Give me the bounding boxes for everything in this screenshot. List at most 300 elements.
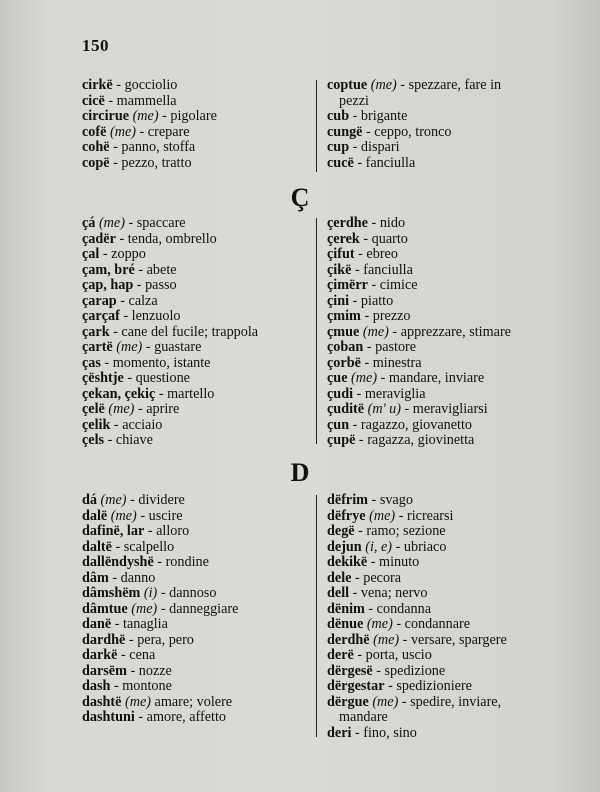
column-divider (316, 495, 317, 737)
headword: çá (82, 215, 96, 231)
definition: scalpello (123, 538, 175, 555)
dictionary-entry (327, 679, 555, 695)
definition: cane del fucile; trappola (121, 323, 259, 340)
headword: çun (327, 416, 350, 433)
definition: pecora (363, 569, 402, 586)
headword: dënim (327, 600, 365, 617)
dictionary-entry (327, 247, 555, 263)
headword: dafinë, lar (82, 523, 145, 539)
definition: nozze (138, 662, 172, 679)
grammar-note: (me) (369, 507, 396, 524)
separator: - (360, 308, 373, 324)
dictionary-entry (82, 664, 310, 680)
headword: coptue (327, 77, 368, 93)
definition: ragazzo, giovanetto (360, 416, 472, 433)
definition: dispari (360, 139, 400, 155)
headword: dërgesë (327, 662, 373, 679)
headword: çartë (82, 339, 113, 355)
definition: montone (122, 678, 172, 694)
separator: - (157, 600, 170, 617)
dictionary-entry (82, 371, 310, 387)
grammar-note: (me) (124, 693, 151, 710)
definition: amore, affetto (146, 709, 226, 725)
separator: - (377, 370, 389, 386)
headword: çadër (82, 230, 116, 247)
separator: - (136, 507, 149, 524)
headword: dashtuni (82, 709, 135, 725)
definition: pigolare (170, 108, 217, 124)
definition: guastare (154, 339, 202, 355)
dictionary-entry (82, 156, 310, 172)
definition: ramo; sezione (366, 523, 446, 539)
dictionary-entry (82, 387, 310, 403)
headword: çorbë (327, 354, 361, 371)
separator: - (99, 246, 112, 262)
headword: çelik (82, 416, 111, 433)
separator: - (117, 647, 130, 663)
definition: calza (128, 292, 158, 309)
grammar-note: (me) (110, 507, 137, 524)
dictionary-entry (82, 263, 310, 279)
separator: - (351, 261, 364, 278)
separator: - (133, 277, 146, 293)
headword: çue (327, 370, 348, 386)
headword: dá (82, 492, 97, 508)
grammar-note: (me) (362, 323, 389, 340)
dictionary-entry (327, 571, 555, 587)
headword: çini (327, 292, 350, 309)
left-column (82, 493, 310, 726)
definition: tanaglia (123, 616, 168, 632)
dictionary-entry (327, 309, 555, 325)
definition: pezzo, tratto (121, 154, 192, 171)
headword: derdhë (327, 631, 370, 648)
definition: crepare (147, 123, 190, 140)
left-column (82, 216, 310, 449)
dictionary-entry (327, 125, 555, 141)
separator: - (363, 339, 376, 355)
dictionary-entry (82, 356, 310, 372)
headword: dëfrye (327, 507, 366, 524)
definition: dannoso (169, 585, 217, 601)
dictionary-entry (327, 524, 555, 540)
dictionary-entry (327, 78, 555, 109)
definition: spedire, inviare, (410, 693, 502, 710)
separator: - (351, 569, 364, 586)
definition: porta, uscio (365, 647, 432, 663)
separator: - (392, 616, 405, 632)
headword: çam, bré (82, 261, 135, 278)
dictionary-entry (82, 402, 310, 418)
dictionary-entry (82, 571, 310, 587)
dictionary-entry (327, 418, 555, 434)
separator: - (126, 662, 139, 679)
right-column (327, 493, 555, 741)
separator: - (395, 507, 407, 524)
definition: ubriaco (403, 538, 447, 555)
separator: - (388, 323, 401, 340)
definition: ragazza, giovinetta (367, 432, 475, 448)
headword: cofë (82, 123, 107, 140)
definition: fanciulla (365, 154, 416, 171)
dictionary-entry (82, 294, 310, 310)
dictionary-entry (82, 278, 310, 294)
definition: condannare (404, 616, 471, 632)
headword: cungë (327, 123, 363, 140)
dictionary-entry (327, 726, 555, 742)
headword: cohë (82, 139, 110, 155)
dictionary-entry (327, 493, 555, 509)
separator: - (155, 385, 168, 402)
grammar-note: (me) (131, 600, 158, 617)
separator: - (367, 277, 380, 293)
dictionary-entry (327, 263, 555, 279)
definition: meravigliarsi (412, 401, 488, 417)
headword: cub (327, 108, 350, 124)
separator: - (123, 370, 136, 386)
dictionary-entry (327, 340, 555, 356)
dictionary-entry (327, 156, 555, 172)
dictionary-entry (82, 309, 310, 325)
definition-continuation: mandare (339, 709, 388, 725)
definition: cimice (379, 277, 418, 293)
separator: - (110, 416, 123, 433)
separator: - (144, 523, 157, 539)
separator: - (349, 585, 361, 601)
separator: - (153, 554, 166, 570)
separator: - (349, 139, 361, 155)
definition: minestra (372, 354, 422, 371)
grammar-note: (me) (108, 401, 135, 417)
headword: cirkë (82, 77, 113, 93)
separator: - (109, 139, 122, 155)
headword: dâmshëm (82, 585, 141, 601)
separator: - (119, 308, 132, 324)
separator: - (362, 123, 375, 140)
definition: amare; volere (154, 693, 233, 710)
definition: quarto (371, 230, 408, 247)
headword: çudi (327, 385, 354, 402)
dictionary-entry (327, 371, 555, 387)
headword: dashtë (82, 693, 122, 710)
headword: çoban (327, 339, 364, 355)
separator: - (157, 585, 170, 601)
headword: çels (82, 432, 105, 448)
dictionary-entry (327, 356, 555, 372)
page-number: 150 (82, 36, 109, 55)
definition: pera, pero (137, 631, 194, 648)
definition: fino, sino (363, 724, 417, 741)
definition: fanciulla (363, 261, 413, 278)
headword: çmue (327, 323, 360, 340)
headword: deri (327, 724, 352, 741)
grammar-note: (me) (98, 215, 125, 231)
headword: çuditë (327, 401, 365, 417)
grammar-note: (i) (143, 585, 158, 601)
dictionary-entry (82, 648, 310, 664)
headword: dâmtue (82, 600, 128, 617)
headword: derë (327, 647, 354, 663)
right-column (327, 216, 555, 449)
dictionary-entry (82, 433, 310, 449)
headword: çap, hap (82, 277, 134, 293)
headword: çupë (327, 432, 356, 448)
dictionary-entry (327, 294, 555, 310)
definition: lenzuolo (131, 308, 181, 324)
separator: - (355, 432, 368, 448)
headword: dell (327, 585, 350, 601)
separator: - (353, 647, 366, 663)
definition: spedizione (384, 662, 446, 679)
separator: - (398, 693, 411, 710)
headword: dënue (327, 616, 364, 632)
dictionary-entry (327, 555, 555, 571)
definition-continuation: pezzi (339, 92, 369, 109)
definition: gocciolio (124, 77, 178, 93)
separator: - (359, 230, 372, 247)
dictionary-entry (327, 402, 555, 418)
definition: svago (379, 492, 413, 508)
separator: - (134, 709, 147, 725)
headword: dëfrim (327, 492, 368, 508)
separator: - (135, 123, 148, 140)
separator: - (158, 108, 171, 124)
dictionary-entry (82, 247, 310, 263)
definition: tenda, ombrello (127, 230, 217, 247)
separator: - (126, 492, 139, 508)
dictionary-entry (82, 540, 310, 556)
separator: - (134, 261, 147, 278)
definition: rondine (165, 554, 209, 570)
dictionary-entry (82, 633, 310, 649)
definition: dividere (138, 492, 185, 508)
separator: - (367, 492, 380, 508)
definition: zoppo (111, 246, 146, 262)
separator: - (100, 354, 113, 371)
dictionary-entry (82, 340, 310, 356)
definition: cena (129, 647, 156, 663)
grammar-note: (me) (366, 616, 393, 632)
dictionary-entry (327, 633, 555, 649)
dictionary-entry (82, 524, 310, 540)
separator: - (399, 631, 411, 648)
grammar-note: (me) (372, 693, 399, 710)
grammar-note: (m' u) (367, 401, 401, 417)
definition: uscire (148, 507, 183, 524)
separator: - (367, 215, 380, 231)
dictionary-entry (82, 418, 310, 434)
separator: - (349, 416, 361, 433)
headword: dekikë (327, 554, 368, 570)
separator: - (367, 554, 380, 570)
definition: momento, istante (112, 354, 211, 371)
definition: ricrearsi (406, 507, 454, 524)
headword: çifut (327, 246, 355, 262)
dictionary-entry (82, 695, 310, 711)
grammar-note: (me) (132, 108, 159, 124)
definition: pastore (375, 339, 417, 355)
section-letter-d: D (290, 458, 310, 487)
definition: abete (146, 261, 177, 278)
dictionary-entry (82, 125, 310, 141)
column-divider (316, 80, 317, 172)
separator: - (104, 92, 117, 109)
dictionary-entry (82, 679, 310, 695)
grammar-note: (me) (351, 370, 378, 386)
left-column (82, 78, 310, 171)
separator: - (134, 401, 147, 417)
headword: copë (82, 154, 110, 171)
headword: çimërr (327, 277, 368, 293)
definition: aprire (146, 401, 180, 417)
separator: - (400, 401, 413, 417)
definition: mammella (116, 92, 177, 109)
definition: acciaio (122, 416, 163, 433)
dictionary-entry (82, 586, 310, 602)
headword: cicë (82, 92, 105, 109)
definition: nido (379, 215, 406, 231)
separator: - (364, 600, 377, 617)
definition: spedizioniere (396, 678, 472, 694)
headword: ças (82, 354, 101, 371)
dictionary-entry (82, 602, 310, 618)
dictionary-entry (82, 509, 310, 525)
grammar-note: (me) (109, 123, 136, 140)
dictionary-entry (327, 232, 555, 248)
headword: danë (82, 616, 112, 632)
definition: piatto (360, 292, 394, 309)
separator: - (396, 77, 409, 93)
dictionary-entry (327, 433, 555, 449)
definition: brigante (360, 108, 408, 124)
dictionary-entry (82, 216, 310, 232)
separator: - (392, 538, 404, 555)
dictionary-entry (327, 695, 555, 726)
dictionary-entry (327, 109, 555, 125)
separator: - (354, 523, 367, 539)
definition: condanna (376, 600, 432, 617)
separator: - (351, 724, 364, 741)
headword: çelë (82, 401, 105, 417)
dictionary-entry (327, 586, 555, 602)
separator: - (116, 292, 129, 309)
separator: - (354, 246, 367, 262)
separator: - (142, 339, 155, 355)
headword: darsëm (82, 662, 127, 679)
dictionary-entry (82, 109, 310, 125)
definition: ebreo (366, 246, 398, 262)
definition: minuto (379, 554, 420, 570)
headword: çarçaf (82, 308, 120, 324)
headword: dash (82, 678, 111, 694)
headword: degë (327, 523, 355, 539)
dictionary-entry (82, 232, 310, 248)
separator: - (349, 108, 361, 124)
dictionary-entry (327, 216, 555, 232)
dictionary-entry (82, 710, 310, 726)
dictionary-entry (82, 94, 310, 110)
right-column (327, 78, 555, 171)
separator: - (384, 678, 397, 694)
headword: çal (82, 246, 100, 262)
headword: çikë (327, 261, 352, 278)
separator: - (111, 538, 124, 555)
definition: apprezzare, stimare (400, 323, 511, 340)
separator: - (360, 354, 373, 371)
grammar-note: (me) (116, 339, 143, 355)
headword: dejun (327, 538, 362, 555)
headword: dâm (82, 569, 109, 586)
definition: versare, spargere (410, 631, 507, 648)
headword: dërgestar (327, 678, 385, 694)
dictionary-entry (82, 78, 310, 94)
dictionary-entry (327, 540, 555, 556)
dictionary-entry (82, 493, 310, 509)
headword: darkë (82, 647, 118, 663)
separator: - (349, 292, 361, 309)
headword: çështje (82, 370, 124, 386)
separator: - (112, 77, 125, 93)
separator: - (124, 215, 137, 231)
dictionary-entry (82, 555, 310, 571)
definition: prezzo (372, 308, 411, 324)
definition: meraviglia (364, 385, 426, 402)
definition: alloro (156, 523, 190, 539)
definition: spaccare (136, 215, 186, 231)
headword: çmim (327, 308, 361, 324)
headword: çekan, çekiç (82, 385, 156, 402)
headword: çerdhe (327, 215, 368, 231)
headword: dërgue (327, 693, 369, 710)
grammar-note: (i, e) (365, 538, 393, 555)
separator: - (111, 616, 123, 632)
dictionary-entry (327, 325, 555, 341)
separator: - (110, 678, 123, 694)
definition: vena; nervo (360, 585, 428, 601)
dictionary-entry (327, 664, 555, 680)
dictionary-entry (327, 140, 555, 156)
headword: daltë (82, 538, 112, 555)
dictionary-entry (327, 617, 555, 633)
headword: dallëndyshë (82, 554, 154, 570)
headword: dalë (82, 507, 108, 524)
separator: - (104, 432, 116, 448)
dictionary-entry (327, 387, 555, 403)
headword: çark (82, 323, 110, 340)
definition: danneggiare (169, 600, 239, 617)
headword: circirue (82, 108, 130, 124)
separator: - (108, 569, 121, 586)
definition: questione (135, 370, 190, 386)
dictionary-entry (327, 278, 555, 294)
dictionary-entry (327, 602, 555, 618)
definition: mandare, inviare (388, 370, 485, 386)
grammar-note: (me) (373, 631, 400, 648)
headword: çerek (327, 230, 360, 247)
dictionary-entry (82, 140, 310, 156)
headword: dardhë (82, 631, 126, 648)
definition: chiave (115, 432, 153, 448)
definition: martello (167, 385, 215, 402)
definition: passo (145, 277, 177, 293)
separator: - (353, 154, 366, 171)
column-divider (316, 218, 317, 444)
headword: çarap (82, 292, 117, 309)
separator: - (353, 385, 365, 402)
section-letter-c-cedilla: Ç (290, 183, 310, 212)
definition: spezzare, fare in (408, 77, 502, 93)
definition: ceppo, tronco (374, 123, 452, 140)
